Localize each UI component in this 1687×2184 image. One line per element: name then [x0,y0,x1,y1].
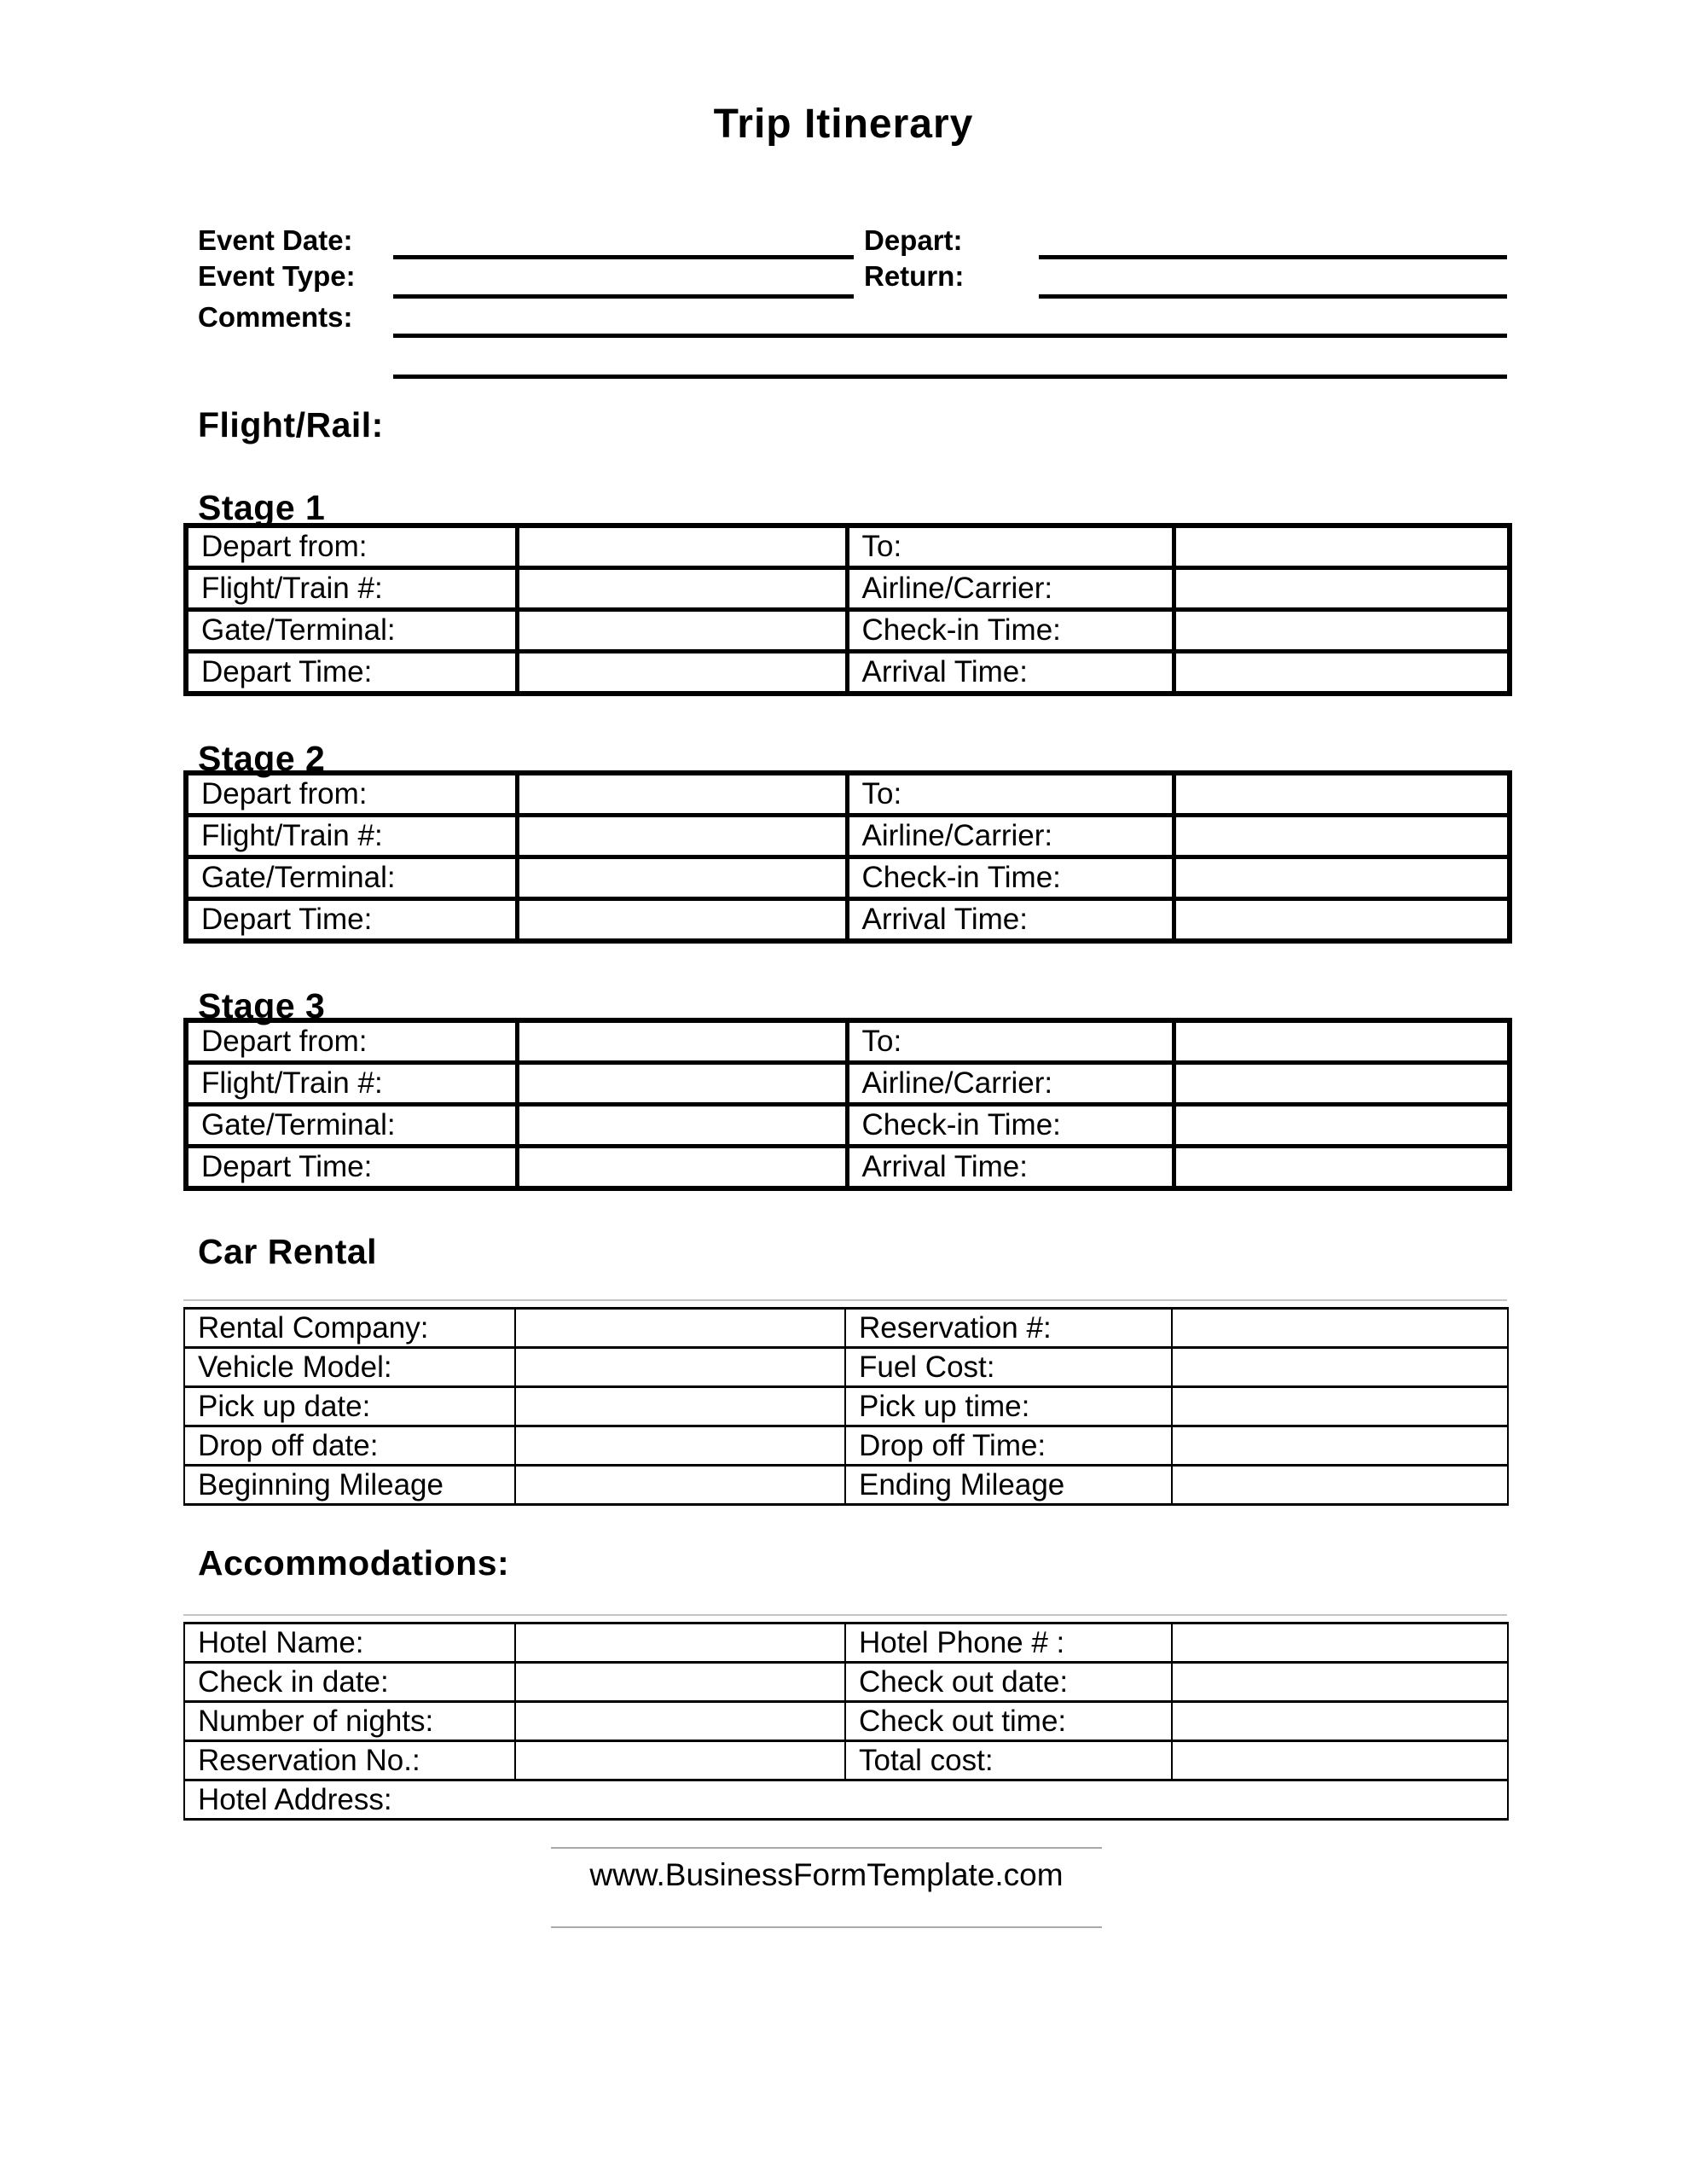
table-row [184,1623,1508,1663]
field-input-cell[interactable] [515,1466,845,1505]
stage-3-table [183,1018,1512,1191]
field-input-cell[interactable] [1174,857,1510,899]
table-row [186,1063,1510,1105]
field-input-cell[interactable] [517,568,847,610]
field-input-cell[interactable] [1172,1623,1508,1663]
field-input-cell[interactable] [1174,1147,1510,1189]
stage-1-table [183,523,1512,696]
field-label: Flight/Train #: [186,568,517,610]
field-input-cell[interactable] [1172,1348,1508,1387]
table-row [186,857,1510,899]
field-label: To: [847,773,1174,816]
field-label: Flight/Train #: [186,816,517,857]
field-input-cell[interactable] [517,610,847,652]
flight-rail-heading: Flight/Rail: [198,405,384,444]
field-label: Arrival Time: [847,1147,1174,1189]
depart-writein-line[interactable] [1039,255,1507,259]
field-label: Check-in Time: [847,857,1174,899]
accommodations-table [183,1622,1509,1821]
stage-2-heading: Stage 2 [198,739,326,778]
field-input-cell[interactable] [1174,773,1510,816]
field-input-cell[interactable] [515,1387,845,1426]
table-row [186,526,1510,568]
field-input-cell[interactable] [517,1105,847,1147]
comments-writein-line-1[interactable] [393,334,1507,338]
event-type-label: Event Type: [198,260,356,292]
field-input-cell[interactable] [515,1741,845,1780]
depart-label: Depart: [864,224,963,256]
field-label: Fuel Cost: [845,1348,1172,1387]
table-row [184,1466,1508,1505]
field-input-cell[interactable] [1174,1020,1510,1063]
table-row [186,1147,1510,1189]
table-row [186,568,1510,610]
field-label: Check out date: [845,1663,1172,1702]
field-label: Gate/Terminal: [186,610,517,652]
field-label: Check-in Time: [847,610,1174,652]
field-label: Check out time: [845,1702,1172,1741]
field-label: To: [847,526,1174,568]
table-row [184,1741,1508,1780]
car-rental-table [183,1307,1509,1506]
field-label: Reservation #: [845,1309,1172,1348]
field-input-cell[interactable] [515,1623,845,1663]
field-input-cell[interactable] [1174,526,1510,568]
comments-writein-line-2[interactable] [393,375,1507,379]
table-row [184,1309,1508,1348]
field-label: Check in date: [184,1663,515,1702]
field-label: Airline/Carrier: [847,1063,1174,1105]
page-title: Trip Itinerary [713,102,974,147]
field-label: Ending Mileage [845,1466,1172,1505]
field-input-cell[interactable] [517,1147,847,1189]
field-label: Beginning Mileage [184,1466,515,1505]
stage-2-table [183,770,1512,944]
field-label: Depart from: [186,1020,517,1063]
field-input-cell[interactable] [1172,1702,1508,1741]
footer-website-text: www.BusinessFormTemplate.com [589,1857,1064,1892]
table-row [184,1780,1508,1820]
field-label: Drop off Time: [845,1426,1172,1466]
table-row [186,1020,1510,1063]
table-row [184,1426,1508,1466]
accommodations-table-shadow-line [183,1614,1507,1616]
field-input-cell[interactable] [517,816,847,857]
field-label: Total cost: [845,1741,1172,1780]
field-label: Depart from: [186,773,517,816]
field-input-cell[interactable] [1172,1426,1508,1466]
field-label: Airline/Carrier: [847,568,1174,610]
table-row [186,1105,1510,1147]
field-label: Arrival Time: [847,899,1174,942]
car-rental-table-shadow-line [183,1299,1507,1301]
field-label: Pick up time: [845,1387,1172,1426]
field-label: Depart from: [186,526,517,568]
table-row [184,1702,1508,1741]
field-input-cell[interactable] [517,899,847,942]
field-input-cell[interactable] [517,526,847,568]
field-label: Depart Time: [186,899,517,942]
field-label: Gate/Terminal: [186,857,517,899]
field-label: Gate/Terminal: [186,1105,517,1147]
field-input-cell[interactable] [1174,568,1510,610]
field-label: Reservation No.: [184,1741,515,1780]
field-input-cell[interactable] [515,1309,845,1348]
field-label: Depart Time: [186,1147,517,1189]
field-label: Hotel Phone # : [845,1623,1172,1663]
field-input-cell[interactable] [517,857,847,899]
accommodations-heading: Accommodations: [198,1543,510,1583]
field-input-cell[interactable] [1174,899,1510,942]
table-row [186,773,1510,816]
field-input-cell[interactable] [1174,1105,1510,1147]
event-type-writein-line[interactable] [393,294,854,299]
field-label: Flight/Train #: [186,1063,517,1105]
field-label: Depart Time: [186,652,517,694]
event-date-writein-line[interactable] [393,255,854,259]
stage-3-heading: Stage 3 [198,986,326,1025]
field-input-cell[interactable] [1174,816,1510,857]
field-input-cell[interactable] [1172,1663,1508,1702]
field-input-cell[interactable] [1172,1387,1508,1426]
table-row [186,816,1510,857]
table-row [186,610,1510,652]
field-input-cell[interactable] [1172,1309,1508,1348]
table-row [184,1663,1508,1702]
return-label: Return: [864,260,965,292]
comments-label: Comments: [198,301,353,333]
field-label: Check-in Time: [847,1105,1174,1147]
car-rental-heading: Car Rental [198,1232,378,1271]
table-row [184,1348,1508,1387]
field-input-cell[interactable] [517,773,847,816]
field-input-cell[interactable] [1174,652,1510,694]
field-input-cell[interactable] [515,1426,845,1466]
field-input-cell[interactable] [1172,1741,1508,1780]
field-input-cell[interactable] [515,1348,845,1387]
stage-1-heading: Stage 1 [198,488,326,527]
field-input-cell[interactable] [515,1702,845,1741]
field-label: Vehicle Model: [184,1348,515,1387]
return-writein-line[interactable] [1039,294,1507,299]
field-input-cell[interactable] [517,1020,847,1063]
field-label: Drop off date: [184,1426,515,1466]
table-row [184,1387,1508,1426]
footer-top-rule [551,1847,1102,1849]
field-label: Arrival Time: [847,652,1174,694]
field-label: Rental Company: [184,1309,515,1348]
field-label: Hotel Name: [184,1623,515,1663]
event-date-label: Event Date: [198,224,353,256]
field-input-cell[interactable] [1174,1063,1510,1105]
field-input-cell[interactable] [517,1063,847,1105]
field-label: To: [847,1020,1174,1063]
field-input-cell[interactable] [515,1663,845,1702]
field-label: Pick up date: [184,1387,515,1426]
field-input-cell[interactable] [1172,1466,1508,1505]
field-input-cell[interactable] [1174,610,1510,652]
table-row [186,899,1510,942]
field-label: Airline/Carrier: [847,816,1174,857]
field-input-cell[interactable] [517,652,847,694]
footer-bottom-rule [551,1926,1102,1928]
table-row [186,652,1510,694]
hotel-address-label[interactable]: Hotel Address: [184,1780,1508,1820]
field-label: Number of nights: [184,1702,515,1741]
